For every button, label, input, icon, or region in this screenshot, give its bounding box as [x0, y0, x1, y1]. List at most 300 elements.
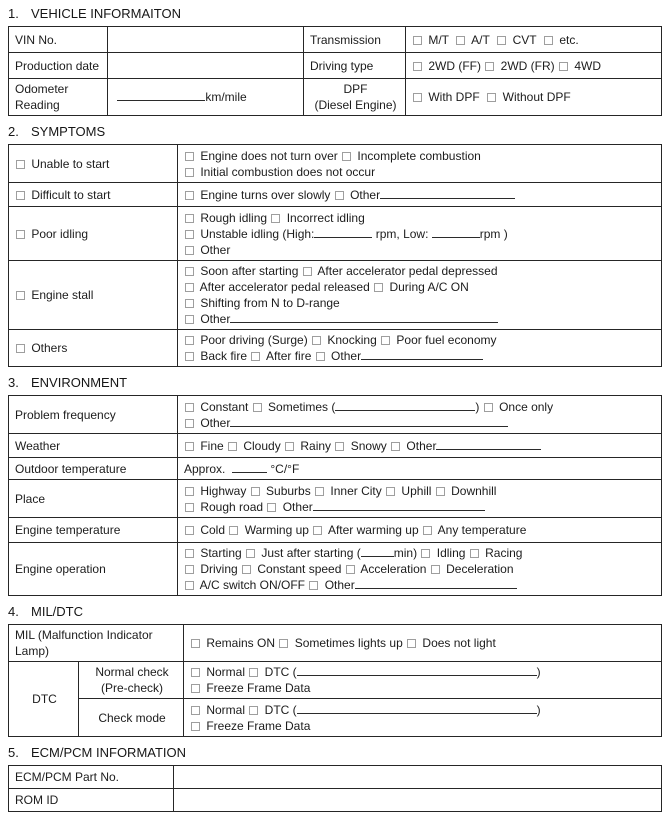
checkbox[interactable]: [185, 299, 194, 308]
text-run: Others: [28, 341, 68, 355]
text-run: Sometimes lights up: [291, 636, 407, 650]
checkbox[interactable]: [246, 549, 255, 558]
checkbox[interactable]: [185, 315, 194, 324]
form-line: [190, 680, 657, 696]
section-symptoms: [8, 124, 661, 367]
checkbox[interactable]: [185, 214, 194, 223]
form-line: [114, 89, 299, 105]
form-line: [184, 187, 657, 203]
checkbox[interactable]: [185, 191, 194, 200]
checkbox[interactable]: [251, 487, 260, 496]
text-run: After warming up: [325, 523, 422, 537]
form-line: [184, 263, 657, 279]
text-run: Does not light: [419, 636, 496, 650]
form-line: [184, 499, 657, 515]
checkbox[interactable]: [413, 93, 422, 102]
form-line: [310, 58, 401, 74]
checkbox[interactable]: [249, 668, 258, 677]
checkbox[interactable]: [191, 706, 200, 715]
form-line: [15, 522, 173, 538]
text-run: Rough idling: [197, 210, 271, 225]
problem-frequency-options: [178, 396, 662, 434]
driving-type-options: [406, 53, 662, 79]
section-title-text: MIL/DTC: [31, 604, 83, 619]
environment-table: [8, 395, 661, 596]
form-table: [8, 26, 662, 116]
production-date-label: [9, 53, 108, 79]
text-run: Constant speed: [254, 562, 345, 576]
text-run: Engine turns over slowly: [197, 187, 334, 202]
checkbox[interactable]: [16, 344, 25, 353]
checkbox[interactable]: [421, 549, 430, 558]
blank-line[interactable]: [230, 312, 498, 323]
blank-line[interactable]: [117, 90, 205, 101]
dpf-label: [304, 79, 406, 116]
checkbox[interactable]: [253, 403, 262, 412]
form-line: [184, 311, 657, 327]
checkbox[interactable]: [497, 36, 506, 45]
checkbox[interactable]: [185, 267, 194, 276]
form-line: [15, 32, 103, 48]
text-run: CVT: [509, 32, 544, 47]
form-line: [184, 332, 657, 348]
text-run: Starting: [197, 546, 246, 560]
form-line: [15, 81, 103, 97]
text-run: rpm ): [479, 226, 508, 241]
checkbox[interactable]: [249, 706, 258, 715]
form-line: [15, 769, 169, 785]
form-line: [310, 97, 401, 113]
text-run: Soon after starting: [197, 264, 302, 278]
form-line: [184, 438, 657, 454]
checkbox[interactable]: [456, 36, 465, 45]
text-run: Back fire: [197, 349, 251, 363]
checkbox[interactable]: [242, 565, 251, 574]
text-run: 4WD: [570, 58, 601, 73]
odometer-label: [9, 79, 108, 116]
dtc-label: [9, 662, 79, 737]
unable-to-start-label: [9, 145, 178, 183]
text-run: Snowy: [347, 438, 391, 453]
text-run: Transmission: [310, 32, 381, 47]
section-title-text: SYMPTOMS: [31, 124, 106, 139]
others-options: [178, 330, 662, 367]
table-row: [9, 543, 662, 596]
checkbox[interactable]: [185, 487, 194, 496]
checkbox[interactable]: [312, 336, 321, 345]
table-row: [9, 261, 662, 330]
form-line: [15, 627, 179, 659]
text-run: DTC (: [261, 702, 297, 717]
ecm-pcm-information-table: [8, 765, 661, 812]
checkbox[interactable]: [185, 503, 194, 512]
form-line: [15, 792, 169, 808]
checkbox[interactable]: [185, 403, 194, 412]
table-row: [9, 699, 662, 737]
form-line: [184, 148, 657, 164]
text-run: Acceleration: [357, 562, 430, 576]
blank-line[interactable]: [232, 462, 267, 473]
blank-line[interactable]: [297, 665, 537, 676]
poor-idling-options: [178, 207, 662, 261]
form-line: [184, 415, 657, 431]
section-number: 1.: [8, 6, 19, 21]
place-label: [9, 480, 178, 518]
form-table: [8, 765, 662, 812]
text-run: (Diesel Engine): [314, 98, 397, 112]
checkbox[interactable]: [185, 152, 194, 161]
text-run: ): [536, 702, 541, 717]
checkbox[interactable]: [313, 526, 322, 535]
text-run: Incomplete combustion: [354, 148, 481, 163]
text-run: Warming up: [241, 523, 313, 537]
text-run: Engine operation: [15, 562, 106, 576]
text-run: Inner City: [327, 483, 386, 498]
checkbox[interactable]: [386, 487, 395, 496]
engine-operation-label: [9, 543, 178, 596]
text-run: Check mode: [98, 710, 166, 725]
checkbox[interactable]: [346, 565, 355, 574]
blank-line[interactable]: [335, 400, 475, 411]
form-line: [15, 58, 103, 74]
checkbox[interactable]: [487, 93, 496, 102]
text-run: Approx.: [184, 461, 233, 476]
form-line: [310, 81, 401, 97]
section-title-text: VEHICLE INFORMAITON: [31, 6, 182, 21]
symptoms-table: [8, 144, 661, 367]
checkbox[interactable]: [191, 639, 200, 648]
text-run: ECM/PCM Part No.: [15, 770, 120, 784]
blank-line[interactable]: [230, 416, 508, 427]
engine-stall-options: [178, 261, 662, 330]
checkbox[interactable]: [391, 442, 400, 451]
checkbox[interactable]: [484, 403, 493, 412]
checkbox[interactable]: [559, 62, 568, 71]
others-label: [9, 330, 178, 367]
form-line: [15, 156, 173, 172]
text-run: Poor fuel economy: [393, 333, 497, 347]
odometer-value: [108, 79, 304, 116]
checkbox[interactable]: [185, 565, 194, 574]
checkbox[interactable]: [16, 160, 25, 169]
text-run: Other: [403, 438, 437, 453]
checkbox[interactable]: [315, 487, 324, 496]
text-run: Engine does not turn over: [197, 148, 342, 163]
checkbox[interactable]: [185, 442, 194, 451]
text-run: Difficult to start: [28, 187, 111, 202]
problem-frequency-label: [9, 396, 178, 434]
form-table: [8, 624, 662, 737]
form-line: [15, 407, 173, 423]
blank-line[interactable]: [361, 349, 483, 360]
blank-line[interactable]: [436, 439, 541, 450]
form-line: [15, 691, 74, 707]
form-line: [184, 210, 657, 226]
section-title: [8, 375, 661, 390]
form-line: [412, 89, 657, 105]
check-mode-label: [79, 699, 184, 737]
text-run: Sometimes (: [264, 399, 336, 414]
checkbox[interactable]: [431, 565, 440, 574]
text-run: 2WD (FF): [425, 58, 485, 73]
text-run: Normal: [203, 665, 249, 679]
text-run: Production date: [15, 58, 100, 73]
checkbox[interactable]: [267, 503, 276, 512]
checkbox[interactable]: [185, 549, 194, 558]
section-number: 5.: [8, 745, 19, 760]
table-row: [9, 79, 662, 116]
checkbox[interactable]: [191, 684, 200, 693]
checkbox[interactable]: [229, 526, 238, 535]
text-run: 2WD (FR): [497, 58, 558, 73]
form-line: [184, 242, 657, 258]
text-run: After accelerator pedal released: [197, 280, 374, 294]
text-run: Reading: [15, 98, 60, 112]
mil-options: [184, 625, 662, 662]
table-row: [9, 662, 662, 699]
checkbox[interactable]: [251, 352, 260, 361]
text-run: Deceleration: [442, 562, 514, 576]
text-run: rpm, Low:: [372, 226, 432, 241]
checkbox[interactable]: [191, 722, 200, 731]
blank-line[interactable]: [361, 546, 394, 557]
text-run: With DPF: [425, 90, 487, 104]
checkbox[interactable]: [470, 549, 479, 558]
text-run: Suburbs: [262, 483, 315, 498]
form-line: [184, 399, 657, 415]
text-run: Outdoor temperature: [15, 461, 127, 476]
checkbox[interactable]: [228, 442, 237, 451]
checkbox[interactable]: [185, 336, 194, 345]
ecm-pcm-part-no-label: [9, 766, 174, 789]
table-row: [9, 766, 662, 789]
checkbox[interactable]: [413, 36, 422, 45]
checkbox[interactable]: [16, 191, 25, 200]
mil-dtc-table: [8, 624, 661, 737]
table-row: [9, 207, 662, 261]
outdoor-temperature-value: [178, 458, 662, 480]
checkbox[interactable]: [381, 336, 390, 345]
text-run: Downhill: [447, 483, 497, 498]
transmission-options: [406, 27, 662, 53]
form-line: [184, 279, 657, 295]
text-run: Shifting from N to D-range: [197, 296, 340, 310]
section-number: 4.: [8, 604, 19, 619]
text-run: Cold: [197, 523, 229, 537]
text-run: Cloudy: [240, 438, 285, 453]
blank-line[interactable]: [380, 188, 515, 199]
form-line: [15, 97, 103, 113]
checkbox[interactable]: [185, 168, 194, 177]
text-run: Uphill: [398, 483, 435, 498]
text-run: DTC: [32, 692, 57, 706]
text-run: Normal check (Pre-check): [95, 665, 173, 695]
driving-type-label: [304, 53, 406, 79]
text-run: Any temperature: [435, 523, 527, 537]
blank-line[interactable]: [355, 578, 517, 589]
text-run: Other: [321, 578, 355, 592]
text-run: Initial combustion does not occur: [197, 164, 376, 179]
text-run: A/T: [468, 32, 497, 47]
text-run: Without DPF: [499, 90, 571, 104]
place-options: [178, 480, 662, 518]
text-run: °C/°F: [267, 461, 300, 476]
section-title-text: ECM/PCM INFORMATION: [31, 745, 187, 760]
checkbox[interactable]: [374, 283, 383, 292]
checkbox[interactable]: [185, 526, 194, 535]
form-line: [184, 483, 657, 499]
text-run: After accelerator pedal depressed: [314, 264, 498, 278]
text-run: Place: [15, 491, 46, 506]
table-row: [9, 789, 662, 812]
blank-line[interactable]: [432, 227, 480, 238]
checkbox[interactable]: [413, 62, 422, 71]
form-line: [15, 491, 173, 507]
form-line: [412, 32, 657, 48]
vin-no-label: [9, 27, 108, 53]
checkbox[interactable]: [309, 581, 318, 590]
text-run: DPF: [343, 82, 368, 96]
checkbox[interactable]: [185, 283, 194, 292]
text-run: ): [475, 399, 483, 414]
table-row: [9, 396, 662, 434]
form-table: [8, 395, 662, 596]
table-row: [9, 458, 662, 480]
form-line: [184, 561, 657, 577]
outdoor-temperature-label: [9, 458, 178, 480]
section-number: 3.: [8, 375, 19, 390]
text-run: Other: [197, 312, 231, 326]
text-run: Freeze Frame Data: [203, 718, 311, 733]
text-run: MIL (Malfunction Indicator Lamp): [15, 628, 156, 658]
text-run: ROM ID: [15, 793, 59, 807]
text-run: Other: [279, 499, 313, 514]
form-line: [190, 664, 657, 680]
text-run: Other: [197, 242, 231, 257]
difficult-to-start-label: [9, 183, 178, 207]
text-run: Driving: [197, 562, 242, 576]
text-run: Other: [327, 349, 362, 363]
check-mode-options: [184, 699, 662, 737]
checkbox[interactable]: [342, 152, 351, 161]
form-table: [8, 144, 662, 367]
form-line: [15, 340, 173, 356]
checkbox[interactable]: [303, 267, 312, 276]
blank-line[interactable]: [313, 500, 485, 511]
blank-line[interactable]: [314, 227, 372, 238]
checkbox[interactable]: [423, 526, 432, 535]
rom-id-value: [174, 789, 662, 812]
checkbox[interactable]: [185, 581, 194, 590]
checkbox[interactable]: [185, 419, 194, 428]
table-row: [9, 518, 662, 543]
section-title: [8, 124, 661, 139]
text-run: Remains ON: [203, 636, 279, 650]
text-run: Just after starting (: [258, 546, 361, 560]
normal-check-label: [79, 662, 184, 699]
checkbox[interactable]: [185, 230, 194, 239]
text-run: Once only: [495, 399, 554, 414]
text-run: Constant: [197, 399, 252, 414]
checkbox[interactable]: [436, 487, 445, 496]
text-run: Engine stall: [28, 288, 94, 302]
checkbox[interactable]: [185, 352, 194, 361]
checkbox[interactable]: [16, 230, 25, 239]
form-line: [15, 226, 173, 242]
text-run: Poor driving (Surge): [197, 333, 312, 347]
form-line: [15, 287, 173, 303]
section-title: [8, 745, 661, 760]
form-line: [184, 295, 657, 311]
table-row: [9, 434, 662, 458]
text-run: Racing: [481, 546, 523, 560]
text-run: km/mile: [205, 90, 247, 104]
form-line: [184, 461, 657, 477]
table-row: [9, 480, 662, 518]
dpf-options: [406, 79, 662, 116]
form-line: [15, 187, 173, 203]
checkbox[interactable]: [185, 246, 194, 255]
text-run: Freeze Frame Data: [203, 681, 311, 695]
checkbox[interactable]: [335, 442, 344, 451]
checkbox[interactable]: [316, 352, 325, 361]
section-environment: [8, 375, 661, 596]
table-row: [9, 330, 662, 367]
checkbox[interactable]: [544, 36, 553, 45]
checkbox[interactable]: [279, 639, 288, 648]
form-line: [85, 664, 179, 696]
form-line: [184, 545, 657, 561]
weather-label: [9, 434, 178, 458]
text-run: min): [393, 546, 421, 560]
text-run: After fire: [263, 349, 315, 363]
text-run: Other: [197, 415, 231, 430]
vin-no-value: [108, 27, 304, 53]
form-line: [190, 702, 657, 718]
text-run: Incorrect idling: [283, 210, 365, 225]
difficult-to-start-options: [178, 183, 662, 207]
text-run: Rainy: [297, 438, 335, 453]
form-line: [184, 164, 657, 180]
text-run: Rough road: [197, 499, 267, 514]
form-line: [184, 522, 657, 538]
section-title: [8, 6, 661, 21]
checkbox[interactable]: [191, 668, 200, 677]
table-row: [9, 53, 662, 79]
form-line: [310, 32, 401, 48]
text-run: Unstable idling (High:: [197, 226, 315, 241]
section-title: [8, 604, 661, 619]
blank-line[interactable]: [297, 703, 537, 714]
checkbox[interactable]: [16, 291, 25, 300]
form-line: [15, 438, 173, 454]
text-run: Engine temperature: [15, 523, 121, 537]
checkbox[interactable]: [485, 62, 494, 71]
transmission-label: [304, 27, 406, 53]
checkbox[interactable]: [285, 442, 294, 451]
form-line: [85, 710, 179, 726]
checkbox[interactable]: [271, 214, 280, 223]
section-ecm-pcm-information: [8, 745, 661, 812]
checkbox[interactable]: [335, 191, 344, 200]
section-title-text: ENVIRONMENT: [31, 375, 128, 390]
engine-stall-label: [9, 261, 178, 330]
checkbox[interactable]: [407, 639, 416, 648]
text-run: Other: [346, 187, 381, 202]
form-line: [15, 561, 173, 577]
text-run: M/T: [425, 32, 456, 47]
table-row: [9, 27, 662, 53]
